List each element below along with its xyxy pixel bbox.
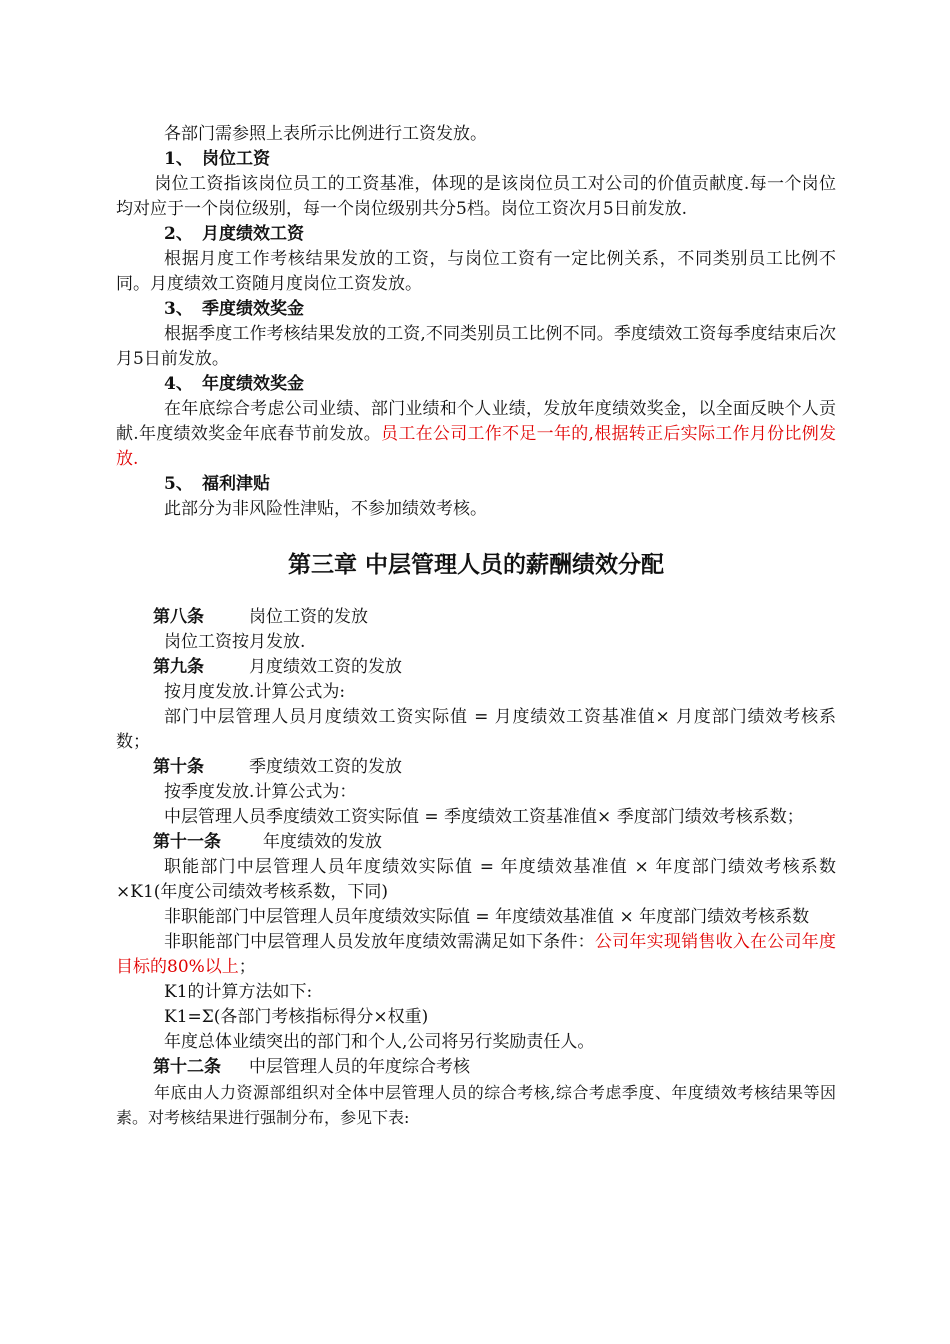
intro-paragraph: 各部门需参照上表所示比例进行工资发放。 [164, 124, 487, 144]
article-9-line2: 部门中层管理人员月度绩效工资实际值 = 月度绩效工资基准值× 月度部门绩效考核系数； [116, 707, 836, 752]
article-10-line2: 中层管理人员季度绩效工资实际值 = 季度绩效工资基准值× 季度部门绩效考核系数； [164, 807, 804, 827]
article-8-label: 第八条 [153, 607, 204, 627]
section-4-highlight: 员工在公司工作不足一年的,根据转正后实际工作月份比例发放. [116, 424, 836, 469]
article-9-title: 月度绩效工资的发放 [249, 657, 402, 677]
section-3-title: 季度绩效奖金 [202, 299, 304, 319]
article-11-line4: K1的计算方法如下: [164, 982, 313, 1002]
article-10-heading [116, 755, 836, 780]
section-5-heading [116, 472, 836, 497]
article-10-title: 季度绩效工资的发放 [249, 757, 402, 777]
section-4-title: 年度绩效奖金 [202, 374, 304, 394]
section-3-number: 3、 [164, 299, 193, 319]
section-2-heading [116, 222, 836, 247]
section-1-number: 1、 [164, 149, 193, 169]
section-2-body: 根据月度工作考核结果发放的工资，与岗位工资有一定比例关系，不同类别员工比例不同。月度绩效工资随月度岗位工资发放。 [116, 249, 836, 294]
article-9-line1: 按月度发放.计算公式为: [164, 682, 346, 702]
article-12-line1: 年底由人力资源部组织对全体中层管理人员的综合考核,综合考虑季度、年度绩效考核结果等因素。对考核结果进行强制分布，参见下表: [116, 1083, 836, 1127]
article-11-line5: K1=Σ(各部门考核指标得分×权重) [164, 1007, 429, 1027]
article-11-line6: 年度总体业绩突出的部门和个人,公司将另行奖励责任人。 [164, 1032, 595, 1052]
section-5-number: 5、 [164, 474, 193, 494]
article-10-label: 第十条 [153, 757, 204, 777]
article-10-line1: 按季度发放.计算公式为： [164, 782, 357, 802]
article-12-label: 第十二条 [153, 1057, 221, 1077]
article-12-title: 中层管理人员的年度综合考核 [249, 1057, 470, 1077]
article-8-heading [116, 605, 836, 630]
section-1-heading [116, 147, 836, 172]
article-9-heading [116, 655, 836, 680]
section-4-body: 在年底综合考虑公司业绩、部门业绩和个人业绩，发放年度绩效奖金，以全面反映个人贡献.年度绩效奖金年底春节前发放。员工在公司工作不足一年的,根据转正后实际工作月份比例发放. [116, 399, 836, 469]
section-1-title: 岗位工资 [202, 149, 270, 169]
article-8-title: 岗位工资的发放 [249, 607, 368, 627]
section-5-body: 此部分为非风险性津贴，不参加绩效考核。 [164, 499, 487, 519]
section-5-title: 福利津贴 [202, 474, 270, 494]
article-11-label: 第十一条 [153, 832, 221, 852]
article-11-heading [116, 830, 836, 855]
section-3-heading [116, 297, 836, 322]
article-11-line2: 非职能部门中层管理人员年度绩效实际值 = 年度绩效基准值 × 年度部门绩效考核系数 [164, 907, 810, 927]
section-4-number: 4、 [164, 374, 193, 394]
chapter-title: 第三章 中层管理人员的薪酬绩效分配 [287, 552, 664, 578]
article-11-title: 年度绩效的发放 [263, 832, 382, 852]
section-3-body: 根据季度工作考核结果发放的工资,不同类别员工比例不同。季度绩效工资每季度结束后次月5日前发放。 [116, 324, 836, 369]
section-2-title: 月度绩效工资 [202, 224, 304, 244]
article-8-line1: 岗位工资按月发放. [164, 632, 306, 652]
article-9-label: 第九条 [153, 657, 204, 677]
section-4-heading [116, 372, 836, 397]
section-2-number: 2、 [164, 224, 193, 244]
article-11-highlight: 公司年实现销售收入在公司年度目标的80%以上 [116, 932, 837, 977]
article-12-heading [116, 1055, 836, 1080]
article-11-line3: 非职能部门中层管理人员发放年度绩效需满足如下条件：公司年实现销售收入在公司年度目标的80%以上； [116, 932, 837, 977]
article-11-line1: 职能部门中层管理人员年度绩效实际值 = 年度绩效基准值 × 年度部门绩效考核系数×K1(年度公司绩效考核系数，下同) [116, 857, 836, 902]
section-1-body: 岗位工资指该岗位员工的工资基准，体现的是该岗位员工对公司的价值贡献度.每一个岗位均对应于一个岗位级别，每一个岗位级别共分5档。岗位工资次月5日前发放. [116, 174, 836, 219]
document-page [116, 122, 836, 1130]
